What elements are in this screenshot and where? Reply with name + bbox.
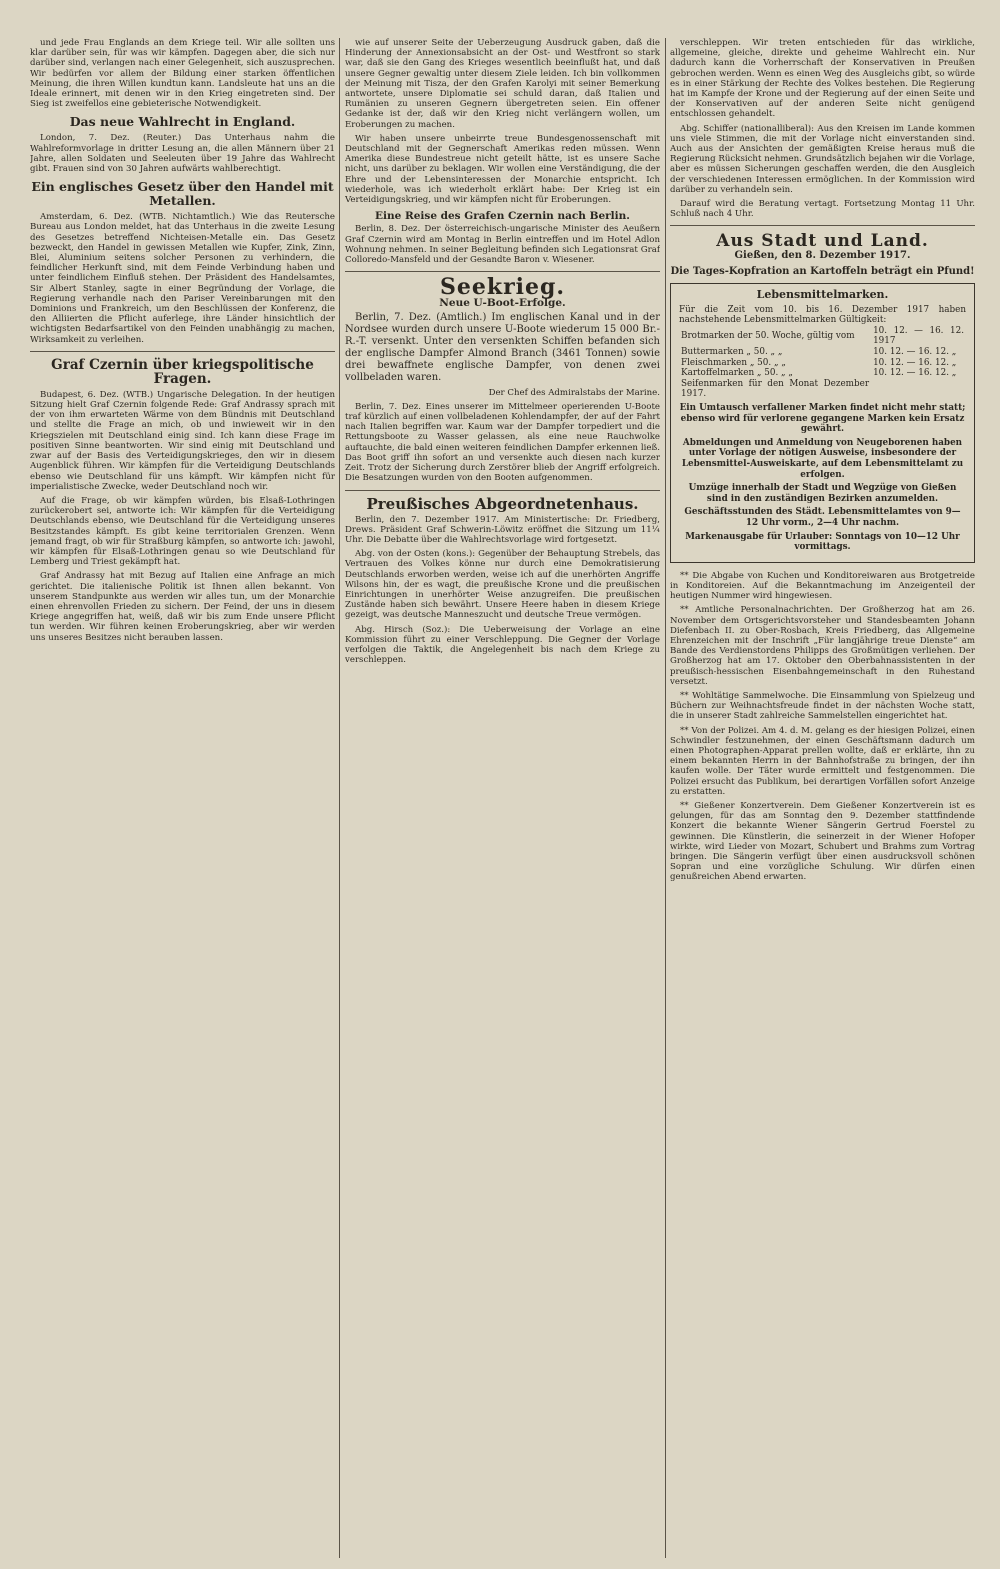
article-text: ** Von der Polizei. Am 4. d. M. gelang es der hiesigen Polizei, einen Schwindler festzunehmen, der einen Geschäftsmann dadurch um einen Photographen-Apparat prellen wollte, daß er erklärte, ihn zu einem bekannten Herrn in der Bahnhofstraße zu bringen, der ihn kaufen wolle. Der Täter wurde ermittelt und festgenommen. Die Polizei ersucht das Publikum, bei derartigen Vorfällen sofort Anzeige zu erstatten. (670, 725, 975, 797)
table-row: Kartoffelmarken „ 50. „ „ 10. 12. — 16. 12. „ (681, 368, 957, 379)
article-text: Berlin, den 7. Dezember 1917. Am Ministertische: Dr. Friedberg, Drews. Präsident Graf Schwerin-Löwitz eröffnet die Sitzung um 11¼ Uhr. Die Debatte über die Wahlrechtsvorlage wird fortgesetzt. (345, 514, 660, 545)
article-text: und jede Frau Englands an dem Kriege teil. Wir alle sollten uns klar darüber sein, für was wir kämpfen. Dagegen aber, die sich nur darüber sind, verlangen nach einer Gelegenheit, sich auszusprechen. Wir bedürfen vor allem der Bildung einer starken öffentlichen Meinung, die ihren Willen kundtun kann. Landsleute hat uns an die Ideale erinnert, mit denen wir in den Krieg eingetreten sind. Der Sieg ist zweifellos eine gebieterische Notwendigkeit. (30, 38, 335, 110)
article-text: ** Wohltätige Sammelwoche. Die Einsammlung von Spielzeug und Büchern zur Weihnachtsfreude findet in der nächsten Woche statt, die in unserer Stadt zahlreiche Sammelstellen eingerichtet hat. (670, 690, 975, 722)
section-title-stadt-land: Aus Stadt und Land. (716, 231, 929, 252)
headline-czernin-reise: Eine Reise des Grafen Czernin nach Berlin. (375, 210, 630, 223)
section-title-seekrieg: Seekrieg. (439, 274, 566, 301)
headline-abgeordnetenhaus: Preußisches Abgeordnetenhaus. (366, 494, 639, 513)
table-row: Brotmarken der 50. Woche, gültig vom 10. 12. — 16. 12. 1917 (681, 325, 964, 347)
divider (345, 490, 660, 491)
article-text: Graf Andrassy hat mit Bezug auf Italien eine Anfrage an mich gerichtet. Die italienische Politik ist Ihnen allen bekannt. Von unserem Standpunkte aus werden wir alles tun, um der Monarchie einen ehrenvollen Frieden zu sichern. Der Feind, der uns in diesem Kriege angegriffen hat, weiß, daß wir bis zum Ende unsere Pflicht tun werden. Wir führen keinen Eroberungskrieg, aber wir werden uns unseres Besitzes nicht berauben lassen. (30, 571, 335, 643)
article-text: Budapest, 6. Dez. (WTB.) Ungarische Delegation. In der heutigen Sitzung hielt Graf Czernin folgende Rede: Graf Andrassy sprach mit der von ihm erwarteten Wärme von dem Bündnis mit Deutschland und stellte die Frage an mich, ob und inwieweit wir in den Kriegszielen mit Deutschland einig sind. Ich kann diese Frage im positiven Sinne beantworten. Wir sind einig mit Deutschland und zwar auf der Basis des Verteidigungskrieges, den wir in diesem Augenblick führen. Wir kämpfen für die Verteidigung Deutschlands ebenso wie Deutschland für uns kämpft. Wir kämpfen nicht für imperialistische Zwecke, weder Deutschland noch wir. (30, 389, 335, 492)
article-text: Berlin, 7. Dez. (Amtlich.) Im englischen Kanal und in der Nordsee wurden durch unsere U-Boote wiederum 15 000 Br.-R.-T. versenkt. Unter den versenkten Schiffen befanden sich der englische Dampfer Almond Branch (3461 Tonnen) sowie drei bewaffnete englische Dampfer, von denen zwei vollbeladen waren. (345, 311, 660, 383)
article-text: ** Die Abgabe von Kuchen und Konditoreiwaren aus Brotgetreide in Konditoreien. Auf die Bekanntmachung im Anzeigenteil der heutigen Nummer wird hingewiesen. (670, 570, 975, 602)
box-lead: Für die Zeit vom 10. bis 16. Dezember 1917 haben nachstehende Lebensmittelmarken Gültigkeit: (679, 304, 966, 326)
article-text: ** Gießener Konzertverein. Dem Gießener Konzertverein ist es gelungen, für das am Sonntag den 9. Dezember stattfindende Konzert die bekannte Wiener Sängerin Gertrud Foerstel zu gewinnen. Die Künstlerin, die seinerzeit in der Wiener Hofoper wirkte, wird Lieder von Mozart, Schubert und Brahms zum Vortrag bringen. Die Sängerin verfügt über einen ausdrucksvoll schönen Sopran und eine vorzügliche Schulung. Wir dürfen einen genußreichen Abend erwarten. (670, 800, 975, 883)
box-notice: Geschäftsstunden des Städt. Lebensmittelamtes von 9—12 Uhr vorm., 2—4 Uhr nachm. (684, 507, 961, 528)
headline-wahlrecht: Das neue Wahlrecht in England. (69, 114, 296, 130)
box-notice: Umzüge innerhalb der Stadt und Wegzüge von Gießen sind in den zuständigen Bezirken anzumelden. (688, 483, 957, 504)
article-text: Abg. Schiffer (nationalliberal): Aus den Kreisen im Lande kommen uns viele Stimmen, die mit der Vorlage nicht einverstanden sind. Auch aus der Ansichten der gemäßigten Kreise heraus muß die Regierung Rücksicht nehmen. Grundsätzlich bejahen wir die Vorlage, aber es müssen Sicherungen geschaffen werden, die den Ausgleich der verschiedenen Interessen ermöglichen. In der Kommission wird darüber zu verhandeln sein. (670, 123, 975, 195)
box-notice: Ein Umtausch verfallener Marken findet nicht mehr statt; ebenso wird für verlorene gegangene Marken kein Ersatz gewährt. (679, 403, 966, 435)
article-text: Berlin, 8. Dez. Der österreichisch-ungarische Minister des Aeußern Graf Czernin wird am Montag in Berlin eintreffen und im Hotel Adlon Wohnung nehmen. In seiner Begleitung befinden sich Legationsrat Graf Colloredo-Mansfeld und der Gesandte Baron v. Wiesener. (345, 224, 660, 266)
article-text: ** Amtliche Personalnachrichten. Der Großherzog hat am 26. November dem Ortsgerichtsvorsteher und Standesbeamten Johann Diefenbach II. zu Ober-Rosbach, Kreis Friedberg, das Allgemeine Ehrenzeichen mit der Inschrift „Für langjährige treue Dienste“ am Bande des Verdienstordens Philipps des Großmütigen verliehen. Der Großherzog hat am 17. Oktober den Oberbahnassistenten in der preußisch-hessischen Eisenbahngemeinschaft in den Ruhestand versetzt. (670, 605, 975, 687)
article-text: verschleppen. Wir treten entschieden für das wirkliche, allgemeine, gleiche, direkte und geheime Wahlrecht ein. Nur dadurch kann die Vorherrschaft der Konservativen in Preußen gebrochen werden. Wenn es einen Weg des Ausgleichs gibt, so würde es in einer Stärkung der Rechte des Volkes bestehen. Die Regierung hat im Kampfe der Krone und der Regierung auf der einen Seite und der Konservativen auf der anderen Seite nicht genügend entschlossen gehandelt. (670, 38, 975, 120)
column-rule (665, 38, 666, 1558)
kartoffel-notice: Die Tages-Kopfration an Kartoffeln beträgt ein Pfund! (670, 265, 975, 277)
headline-metallgesetz: Ein englisches Gesetz über den Handel mit Metallen. (31, 179, 334, 209)
box-title: Lebensmittelmarken. (756, 288, 889, 302)
signature: Der Chef des Admiralstabs der Marine. (488, 387, 660, 398)
article-text: Berlin, 7. Dez. Eines unserer im Mittelmeer operierenden U-Boote traf kürzlich auf einen vollbeladenen Kohlendampfer, der auf der Fahrt nach Italien begriffen war. Kaum war der Dampfer torpediert und die Rettungsboote zu Wasser gelassen, als eine neue Rauchwolke auftauchte, die bald einen weiteren feindlichen Dampfer erkennen ließ. Das Boot griff ihn sofort an und versenkte auch diesen nach kurzer Zeit. Trotz der Sicherung durch Zerstörer blieb der Angriff erfolgreich. Die Besatzungen wurden von den Booten aufgenommen. (345, 401, 660, 484)
box-notice: Markenausgabe für Urlauber: Sonntags von 10—12 Uhr vormittags. (685, 531, 960, 553)
article-text: Auf die Frage, ob wir kämpfen würden, bis Elsaß-Lothringen zurückerobert sei, antworte ich: Wir kämpfen für die Verteidigung Deutschlands ebenso, wie Deutschland für die Verteidigung unseres Besitzstandes kämpft. Es gibt keine territorialen Grenzen. Wenn jemand fragt, ob wir für Straßburg kämpfen, so antworte ich: jawohl, wir kämpfen für Elsaß-Lothringen genau so wie Deutschland für Lemberg und Triest gekämpft hat. (30, 495, 335, 568)
subheadline-u-boot: Neue U-Boot-Erfolge. (439, 297, 566, 310)
divider (345, 271, 660, 272)
headline-czernin: Graf Czernin über kriegspolitische Fragen. (51, 356, 314, 387)
article-text: Darauf wird die Beratung vertagt. Fortsetzung Montag 11 Uhr. Schluß nach 4 Uhr. (670, 199, 975, 220)
lebensmittelmarken-box (670, 283, 975, 563)
article-text: Abg. Hirsch (Soz.): Die Ueberweisung der Vorlage an eine Kommission führt zu einer Verschleppung. Die Gegner der Vorlage verfolgen die Taktik, die Angelegenheit bis nach dem Kriege zu verschleppen. (345, 624, 660, 666)
column-right (670, 38, 975, 1558)
article-text: wie auf unserer Seite der Ueberzeugung Ausdruck gaben, daß die Hinderung der Annexionsabsicht an der Ost- und Westfront so stark war, daß sie den Gang des Krieges wesentlich beeinflußt hat, und daß unsere Gegner gewaltig unter diesem Ziele leiden. Ich bin vollkommen der Meinung mit Tisza, der den Grafen Karolyi mit seiner Bemerkung antwortete, unsere Diplomatie sei schuld daran, daß Italien und Rumänien zu unseren Gegnern übergetreten seien. Ein offener Gedanke ist der, daß wir den Krieg nicht verlängern wollen, um Eroberungen zu machen. (345, 38, 660, 130)
table-row: Fleischmarken „ 50. „ „ 10. 12. — 16. 12. „ (681, 357, 957, 368)
column-middle (345, 38, 660, 1558)
column-rule (339, 38, 340, 1558)
article-text: Abg. von der Osten (kons.): Gegenüber der Behauptung Strebels, das Vertrauen des Volkes könne nur durch eine Demokratisierung Deutschlands erworben werden, weise ich auf die unerhörten Angriffe Wilsons hin, der es wagt, die preußische Krone und die preußischen Einrichtungen in unerhörter Weise anzugreifen. Die preußischen Zustände haben sich bewährt. Unsere Heere haben in diesem Kriege gezeigt, was deutsche Manneszucht und deutsche Treue vermögen. (345, 549, 660, 621)
divider (30, 351, 335, 352)
article-text: Amsterdam, 6. Dez. (WTB. Nichtamtlich.) Wie das Reutersche Bureau aus London meldet, hat das Unterhaus in die zweite Lesung des Gesetzes betreffend Nichteisen-Metalle ein. Das Gesetz bezweckt, den Handel in gewissen Metallen wie Kupfer, Zink, Zinn, Blei, Aluminium seitens solcher Personen zu verhindern, die feindlicher Herkunft sind, mit dem Feinde Verbindung haben und unter feindlichem Einfluß stehen. Der Präsident des Handelsamtes, Sir Albert Stanley, sagte in einer Begründung der Vorlage, die Regierung verhandle nach den Pariser Vereinbarungen mit den Dominions und Frankreich, um den Beschlüssen der Konferenz, die den Alliierten die Pflicht auferlege, ihre Länder hinsichtlich der wichtigsten Bedarfsartikel von den Feinden unabhängig zu machen, Wirksamkeit zu verleihen. (30, 212, 335, 345)
dateline: Gießen, den 8. Dezember 1917. (734, 249, 911, 261)
table-row: Buttermarken „ 50. „ „ 10. 12. — 16. 12. „ (681, 347, 957, 358)
box-notice: Abmeldungen und Anmeldung von Neugeborenen haben unter Vorlage der nötigen Ausweise, insbesondere der Lebensmittel-Ausweiskarte, auf dem Lebensmittelamt zu erfolgen. (681, 437, 964, 480)
marken-table (679, 326, 966, 400)
column-left (30, 38, 335, 1558)
divider (670, 225, 975, 226)
table-row: Seifenmarken für den Monat Dezember 1917. (681, 378, 870, 400)
article-text: London, 7. Dez. (Reuter.) Das Unterhaus nahm die Wahlreformvorlage in dritter Lesung an, die allen Männern über 21 Jahre, allen Soldaten und Seeleuten über 19 Jahre das Wahlrecht gibt. Frauen sind von 30 Jahren aufwärts wahlberechtigt. (30, 133, 335, 175)
article-text: Wir haben unsere unbeirrte treue Bundesgenossenschaft mit Deutschland mit der Gegnerschaft Amerikas reden müssen. Wenn Amerika diese Bundestreue nicht geteilt hätte, ist es unsere Sache nicht, uns darüber zu beklagen. Wir wollen eine Verständigung, die der Ehre und der Lebensinteressen der Monarchie entspricht. Ich wiederhole, was ich wiederholt erklärt habe: Der Krieg ist ein Verteidigungskrieg, und wir kämpfen nicht für Eroberungen. (345, 133, 660, 206)
